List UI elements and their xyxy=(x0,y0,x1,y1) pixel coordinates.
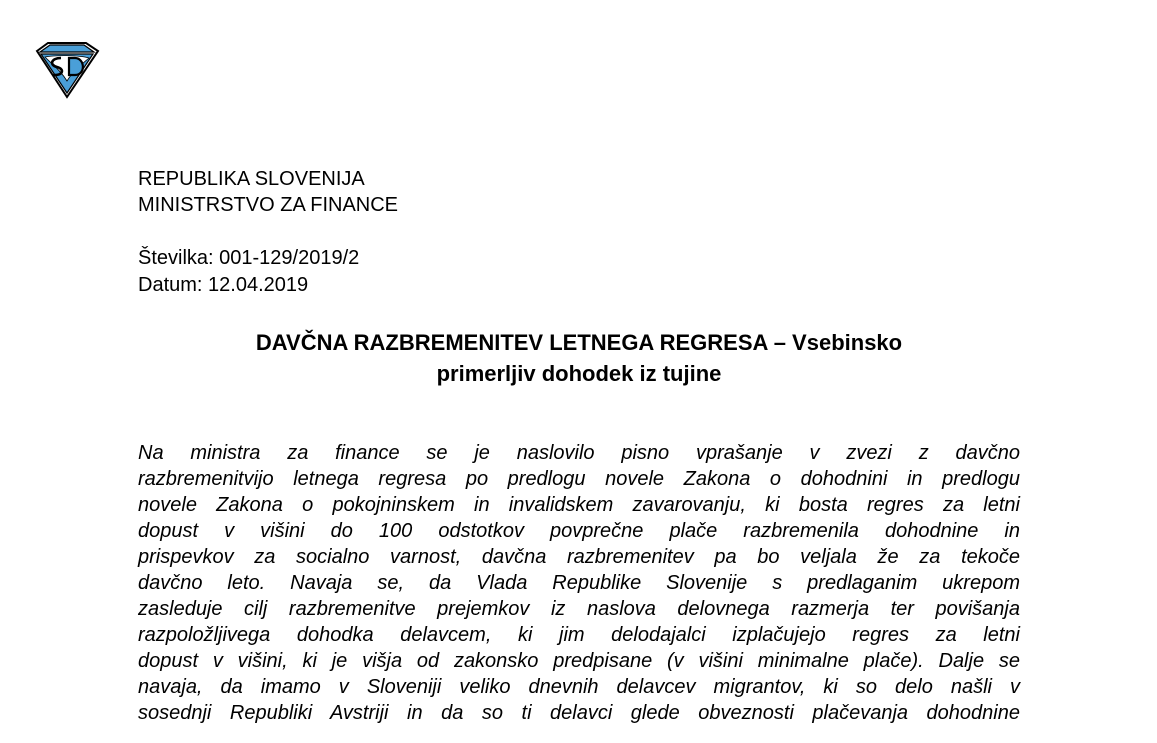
diamond-sd-logo-icon xyxy=(31,41,103,99)
body-paragraph xyxy=(138,440,1020,726)
body-line: davčno leto. Navaja se, da Vlada Republike Slovenije s predlaganim ukrepom xyxy=(138,572,1020,594)
body-line: zasleduje cilj razbremenitve prejemkov iz naslova delovnega razmerja ter povišanja xyxy=(138,598,1020,620)
issuer-header xyxy=(138,166,398,218)
body-line: Na ministra za finance se je naslovilo pisno vprašanje v zvezi z davčno xyxy=(138,442,1020,464)
country-name: REPUBLIKA SLOVENIJA xyxy=(138,168,365,190)
document-title xyxy=(138,327,1020,389)
title-line-2: primerljiv dohodek iz tujine xyxy=(436,361,722,386)
logo xyxy=(31,41,103,99)
document-reference xyxy=(138,245,359,299)
body-line: sosednji Republiki Avstriji in da so ti delavci glede obveznosti plačevanja dohodnine xyxy=(138,702,1020,724)
body-line: prispevkov za socialno varnost, davčna razbremenitev pa bo veljala že za tekoče xyxy=(138,546,1020,568)
body-line: navaja, da imamo v Sloveniji veliko dnevnih delavcev migrantov, ki so delo našli v xyxy=(138,676,1020,698)
body-line: razbremenitvijo letnega regresa po predlogu novele Zakona o dohodnini in predlogu xyxy=(138,468,1020,490)
body-line: novele Zakona o pokojninskem in invalidskem zavarovanju, ki bosta regres za letni xyxy=(138,494,1020,516)
document-date: Datum: 12.04.2019 xyxy=(138,274,309,296)
body-line: dopust v višini, ki je višja od zakonsko predpisane (v višini minimalne plače). Dalje se xyxy=(138,650,1020,672)
ministry-name: MINISTRSTVO ZA FINANCE xyxy=(138,194,399,216)
body-line: dopust v višini do 100 odstotkov povprečne plače razbremenila dohodnine in xyxy=(138,520,1020,542)
body-line: razpoložljivega dohodka delavcem, ki jim delodajalci izplačujejo regres za letni xyxy=(138,624,1020,646)
reference-number: Številka: 001-129/2019/2 xyxy=(138,247,360,269)
title-line-1: DAVČNA RAZBREMENITEV LETNEGA REGRESA – Vsebinsko xyxy=(255,330,903,355)
